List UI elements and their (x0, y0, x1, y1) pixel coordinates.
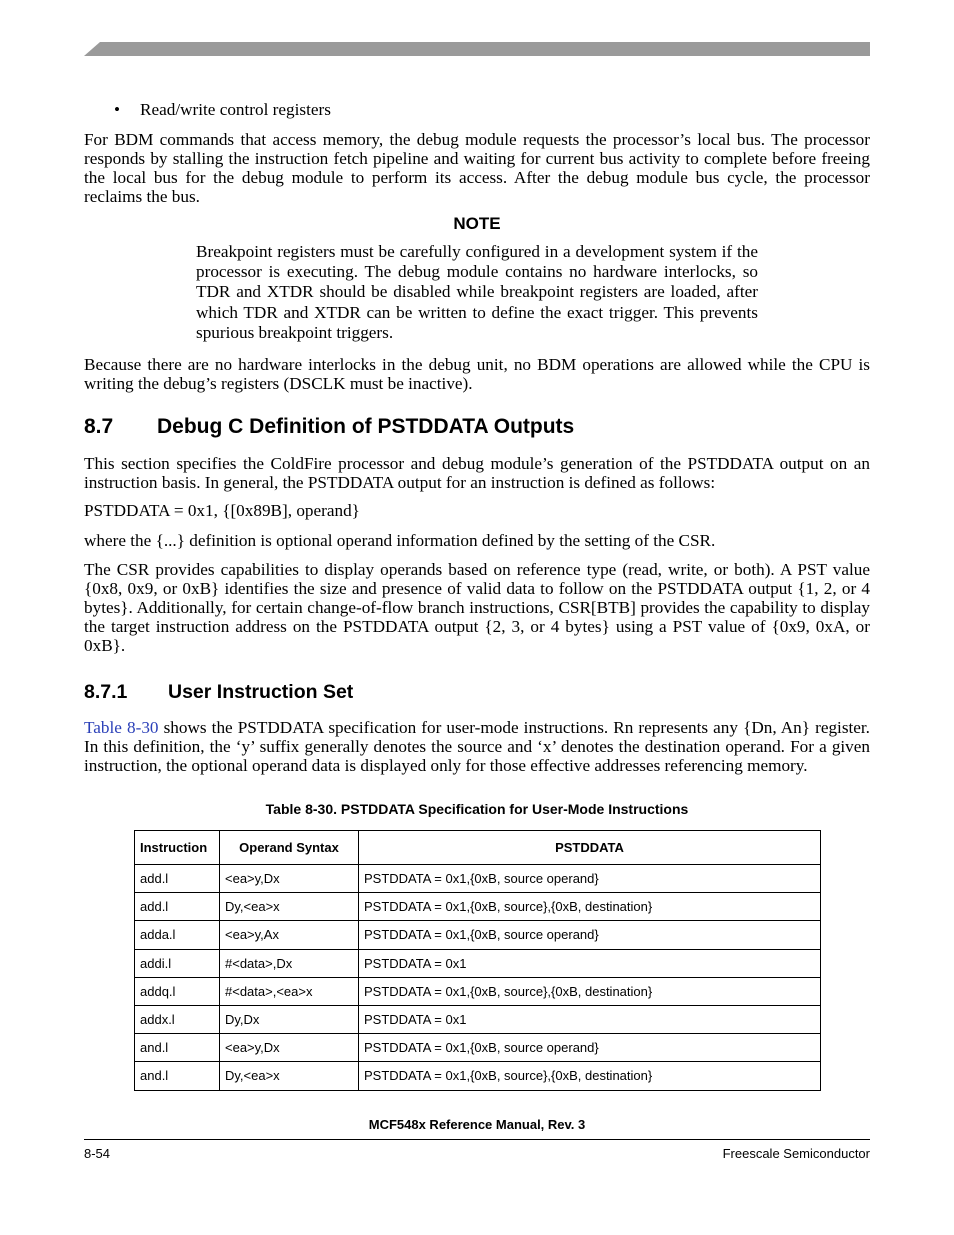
cell-pstddata: PSTDDATA = 0x1,{0xB, source},{0xB, destination} (359, 893, 821, 921)
table-header-row (135, 831, 821, 865)
cell-pstddata: PSTDDATA = 0x1 (359, 1005, 821, 1033)
section-title: User Instruction Set (168, 681, 354, 703)
cell-operand-syntax: <ea>y,Dx (220, 1034, 359, 1062)
table-row (135, 949, 821, 977)
cell-instruction: and.l (135, 1034, 220, 1062)
cell-pstddata: PSTDDATA = 0x1,{0xB, source},{0xB, destination} (359, 1062, 821, 1090)
section-number: 8.7 (84, 415, 114, 438)
bullet-text: Read/write control registers (140, 100, 331, 119)
cell-instruction: and.l (135, 1062, 220, 1090)
table-row (135, 1062, 821, 1090)
footer-company: Freescale Semiconductor (722, 1146, 870, 1161)
column-header-pstddata: PSTDDATA (359, 831, 821, 865)
note-title: NOTE (453, 214, 501, 233)
paragraph-where: where the {...} definition is optional operand information defined by the setting of the CSR. (84, 531, 716, 550)
table-row (135, 1034, 821, 1062)
section-number: 8.7.1 (84, 681, 128, 703)
paragraph-bdm: For BDM commands that access memory, the debug module requests the processor’s local bus. The processor responds by stalling the instruction fetch pipeline and waiting for current bus activity to complete before freeing the local bus for the debug module to perform its access. After the debug module bus cycle, the processor reclaims the bus. (84, 130, 870, 206)
cell-operand-syntax: <ea>y,Ax (220, 921, 359, 949)
bullet-icon: • (114, 100, 121, 119)
cell-operand-syntax: Dy,<ea>x (220, 893, 359, 921)
section-heading-8-7-1 (84, 680, 353, 704)
cell-pstddata: PSTDDATA = 0x1 (359, 949, 821, 977)
cell-operand-syntax: #<data>,<ea>x (220, 977, 359, 1005)
column-header-operand-syntax: Operand Syntax (220, 831, 359, 865)
cell-pstddata: PSTDDATA = 0x1,{0xB, source operand} (359, 1034, 821, 1062)
footer-page-number: 8-54 (84, 1146, 111, 1161)
table-row (135, 1005, 821, 1033)
note-body: Breakpoint registers must be carefully configured in a development system if the processor is executing. The debug module contains no hardware interlocks, so TDR and XTDR should be disabled while breakpoint registers are loaded, after which TDR and XTDR can be written to define the exact trigger. This prevents spurious breakpoint triggers. (196, 242, 758, 342)
paragraph-csr: The CSR provides capabilities to display operands based on reference type (read, write, or both). A PST value {0x8, 0x9, or 0xB} identifies the size and presence of valid data to follow on the PSTDDATA output {1, 2, or 4 bytes}. Additionally, for certain change-of-flow branch instructions, CSR[BTB] provides the capability to display the target instruction address on the PSTDDATA output {2, 3, or 4 bytes} using a PST value of {0x9, 0xA, or 0xB}. (84, 560, 870, 655)
cell-instruction: addq.l (135, 977, 220, 1005)
paragraph-interlocks: Because there are no hardware interlocks in the debug unit, no BDM operations are allowed while the CPU is writing the debug’s registers (DSCLK must be inactive). (84, 355, 870, 393)
table-row (135, 865, 821, 893)
cell-operand-syntax: <ea>y,Dx (220, 865, 359, 893)
cell-instruction: addx.l (135, 1005, 220, 1033)
cell-instruction: adda.l (135, 921, 220, 949)
cell-operand-syntax: #<data>,Dx (220, 949, 359, 977)
column-header-instruction: Instruction (135, 831, 220, 865)
cell-operand-syntax: Dy,Dx (220, 1005, 359, 1033)
bullet-item (114, 100, 331, 119)
cell-instruction: addi.l (135, 949, 220, 977)
table-row (135, 977, 821, 1005)
cell-instruction: add.l (135, 865, 220, 893)
section-title: Debug C Definition of PSTDDATA Outputs (157, 415, 575, 438)
paragraph-text: shows the PSTDDATA specification for user-mode instructions. Rn represents any {Dn, An} register. In this definition, the ‘y’ suffix generally denotes the source and ‘x’ denotes the destination operand. For a given instruction, the optional operand data is displayed only for those effective addresses referencing memory. (84, 718, 870, 775)
cell-pstddata: PSTDDATA = 0x1,{0xB, source operand} (359, 921, 821, 949)
cell-pstddata: PSTDDATA = 0x1,{0xB, source},{0xB, destination} (359, 977, 821, 1005)
cell-pstddata: PSTDDATA = 0x1,{0xB, source operand} (359, 865, 821, 893)
table-caption: Table 8-30. PSTDDATA Specification for User-Mode Instructions (265, 801, 689, 817)
paragraph-intro: This section specifies the ColdFire processor and debug module’s generation of the PSTDDATA output on an instruction basis. In general, the PSTDDATA output for an instruction is defined as follows: (84, 454, 870, 492)
table-row (135, 921, 821, 949)
paragraph-user-instruction-set (84, 718, 870, 775)
table-8-30-link[interactable]: Table 8-30 (84, 718, 159, 737)
section-heading-8-7 (84, 414, 574, 440)
footer-divider (84, 1139, 870, 1140)
formula: PSTDDATA = 0x1, {[0x89B], operand} (84, 501, 360, 520)
page-header-bar (84, 42, 870, 56)
pstddata-spec-table (134, 830, 821, 1091)
cell-operand-syntax: Dy,<ea>x (220, 1062, 359, 1090)
table-row (135, 893, 821, 921)
footer-manual-title: MCF548x Reference Manual, Rev. 3 (368, 1117, 586, 1132)
cell-instruction: add.l (135, 893, 220, 921)
